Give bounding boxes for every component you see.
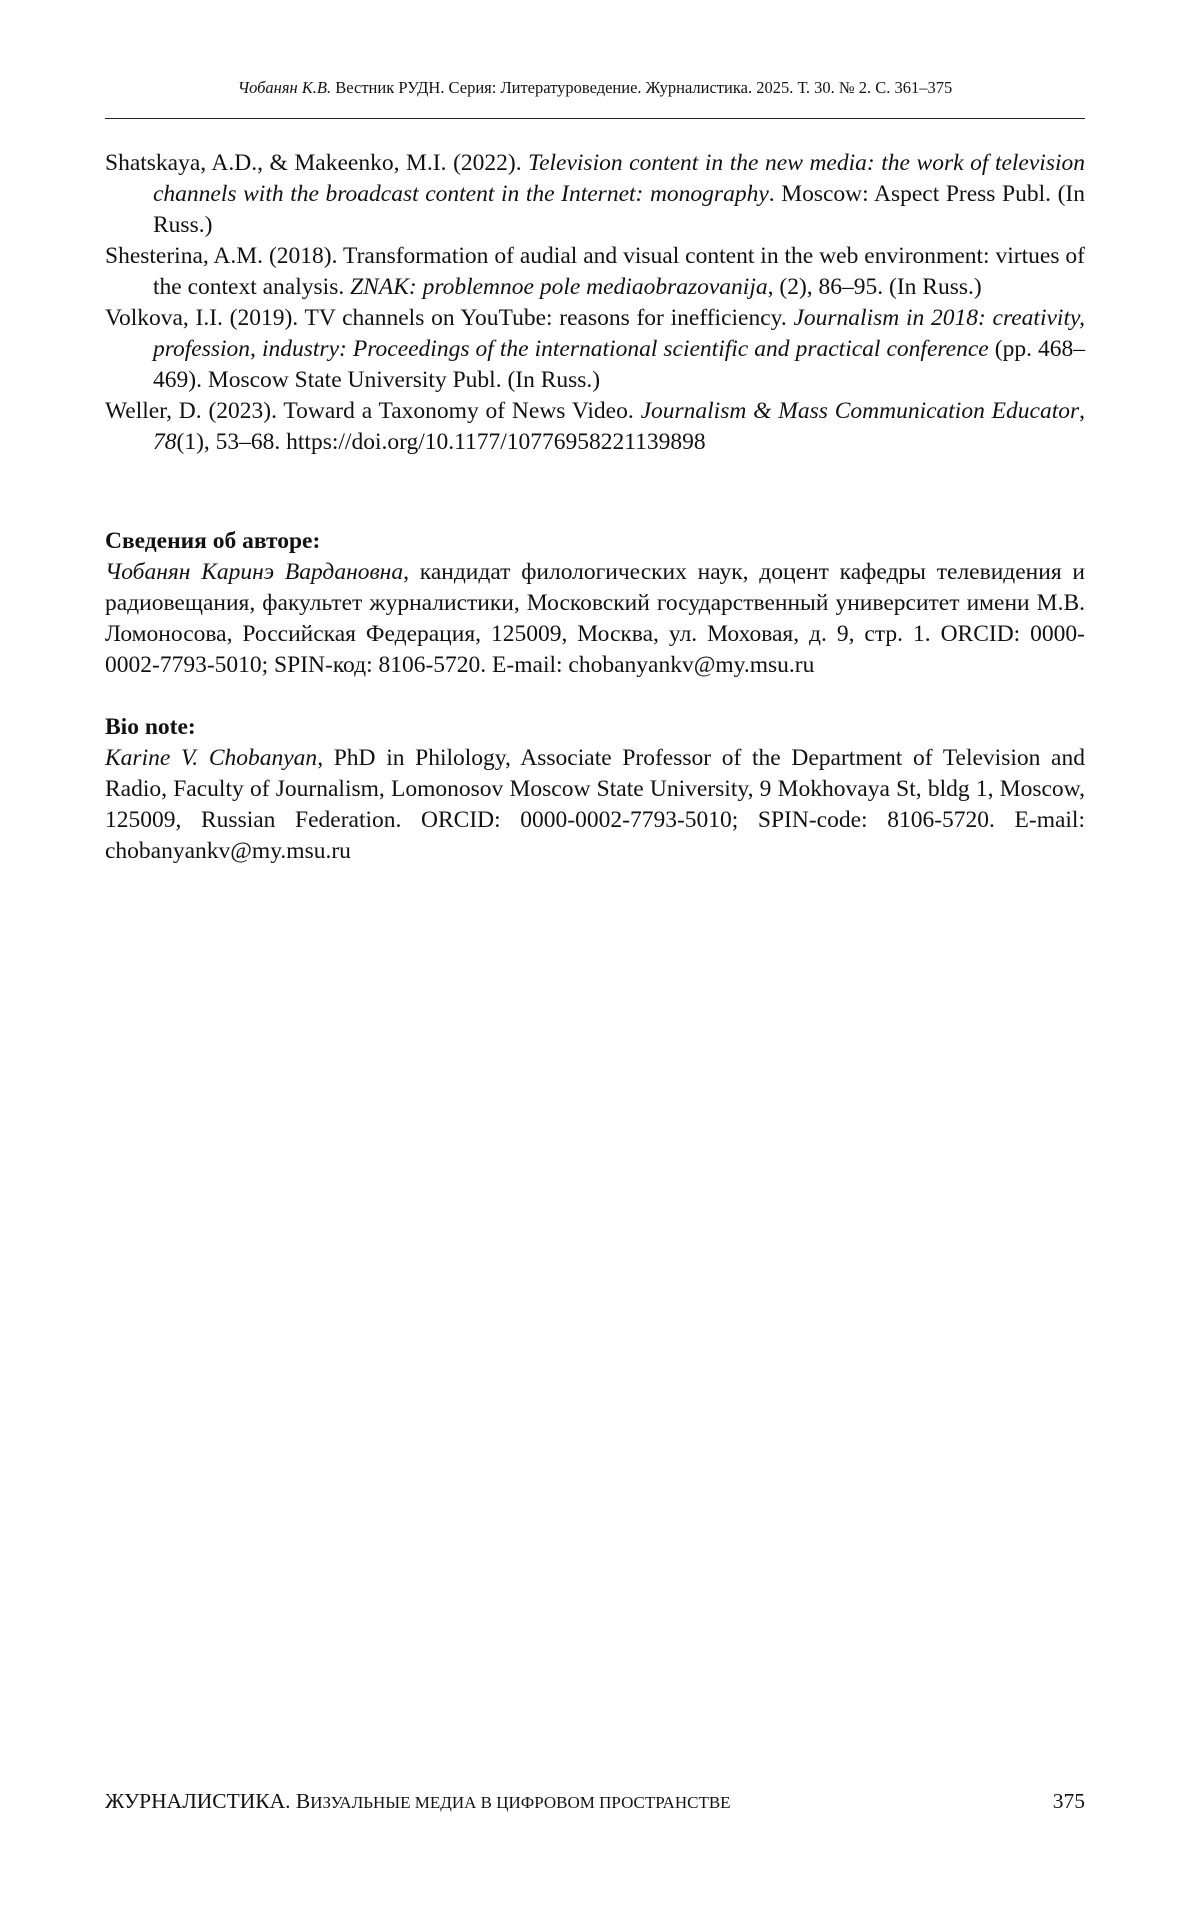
reference-source: ZNAK: problemnoe pole mediaobrazovanija xyxy=(350,274,768,300)
journal-page xyxy=(0,0,1200,1906)
reference-details: (1), 53–68. https://doi.org/10.1177/10776958221139898 xyxy=(177,429,706,455)
reference-item xyxy=(105,396,1085,458)
author-name: Чобанян Каринэ Вардановна xyxy=(105,559,403,585)
reference-source: Journalism & Mass Communication Educator xyxy=(641,398,1080,424)
bio-note-text xyxy=(105,743,1085,867)
reference-list xyxy=(105,148,1085,458)
footer-series-title xyxy=(105,1788,731,1816)
reference-item xyxy=(105,148,1085,241)
bio-note-title: Bio note: xyxy=(105,712,1085,743)
author-info-title: Сведения об авторе: xyxy=(105,526,1085,557)
header-author: Чобанян К.В. xyxy=(238,78,331,97)
page-number: 375 xyxy=(1053,1788,1085,1816)
reference-authors: Volkova, I.I. (2019). xyxy=(105,305,298,331)
page-footer xyxy=(105,1788,1085,1816)
header-rule xyxy=(105,118,1085,119)
reference-details: , (2), 86–95. (In Russ.) xyxy=(768,274,982,300)
bio-author-name: Karine V. Chobanyan xyxy=(105,745,317,771)
author-info-section xyxy=(105,526,1085,681)
reference-item xyxy=(105,303,1085,396)
author-details: , кандидат филологических наук, доцент кафедры телевидения и радиовещания, факультет журналистики, Московский государственный университет имени М.В. Ломоносова, Российская Федерация, 125009, Москва, ул. Моховая, д. 9, стр. 1. ORCID: 0000-0002-7793-5010; SPIN-код: 8106-5720. E-mail: chobanyankv@my.msu.ru xyxy=(105,559,1085,678)
reference-title: Toward a Taxonomy of News Video. xyxy=(283,398,633,424)
footer-series-initial: ЖУРНАЛИСТИКА. В xyxy=(105,1789,310,1813)
reference-source: Journalism in 2018: creativity, profession, industry: Proceedings of the international scientific and practical conference xyxy=(153,305,1085,362)
reference-title: Television content in the new media: the work of television channels with the broadcast content in the Internet: monography xyxy=(153,150,1085,207)
reference-title: TV channels on YouTube: reasons for inefficiency. xyxy=(304,305,786,331)
running-header xyxy=(105,78,1085,98)
page-content xyxy=(105,148,1085,867)
reference-authors: Shesterina, A.M. (2018). xyxy=(105,243,338,269)
reference-authors: Weller, D. (2023). xyxy=(105,398,277,424)
reference-item xyxy=(105,241,1085,303)
bio-details: , PhD in Philology, Associate Professor of the Department of Television and Radio, Faculty of Journalism, Lomonosov Moscow State University, 9 Mokhovaya St, bldg 1, Moscow, 125009, Russian Federation. ORCID: 0000-0002-7793-5010; SPIN-code: 8106-5720. E-mail: chobanyankv@my.msu.ru xyxy=(105,745,1085,864)
author-info-text xyxy=(105,557,1085,681)
reference-volume: 78 xyxy=(153,429,177,455)
footer-series-rest: ИЗУАЛЬНЫЕ МЕДИА В ЦИФРОВОМ ПРОСТРАНСТВЕ xyxy=(310,1793,730,1812)
reference-authors: Shatskaya, A.D., & Makeenko, M.I. (2022). xyxy=(105,150,522,176)
header-journal: Вестник РУДН. Серия: Литературоведение. Журналистика. 2025. Т. 30. № 2. С. 361–375 xyxy=(335,78,952,97)
reference-title: Transformation of audial and visual content in the web environment: virtues of the context analysis. xyxy=(153,243,1085,300)
reference-details: (pp. 468–469). Moscow State University Publ. (In Russ.) xyxy=(153,336,1085,393)
bio-note-section xyxy=(105,712,1085,867)
reference-details: . Moscow: Aspect Press Publ. (In Russ.) xyxy=(153,181,1085,238)
reference-separator: , xyxy=(1079,398,1085,424)
